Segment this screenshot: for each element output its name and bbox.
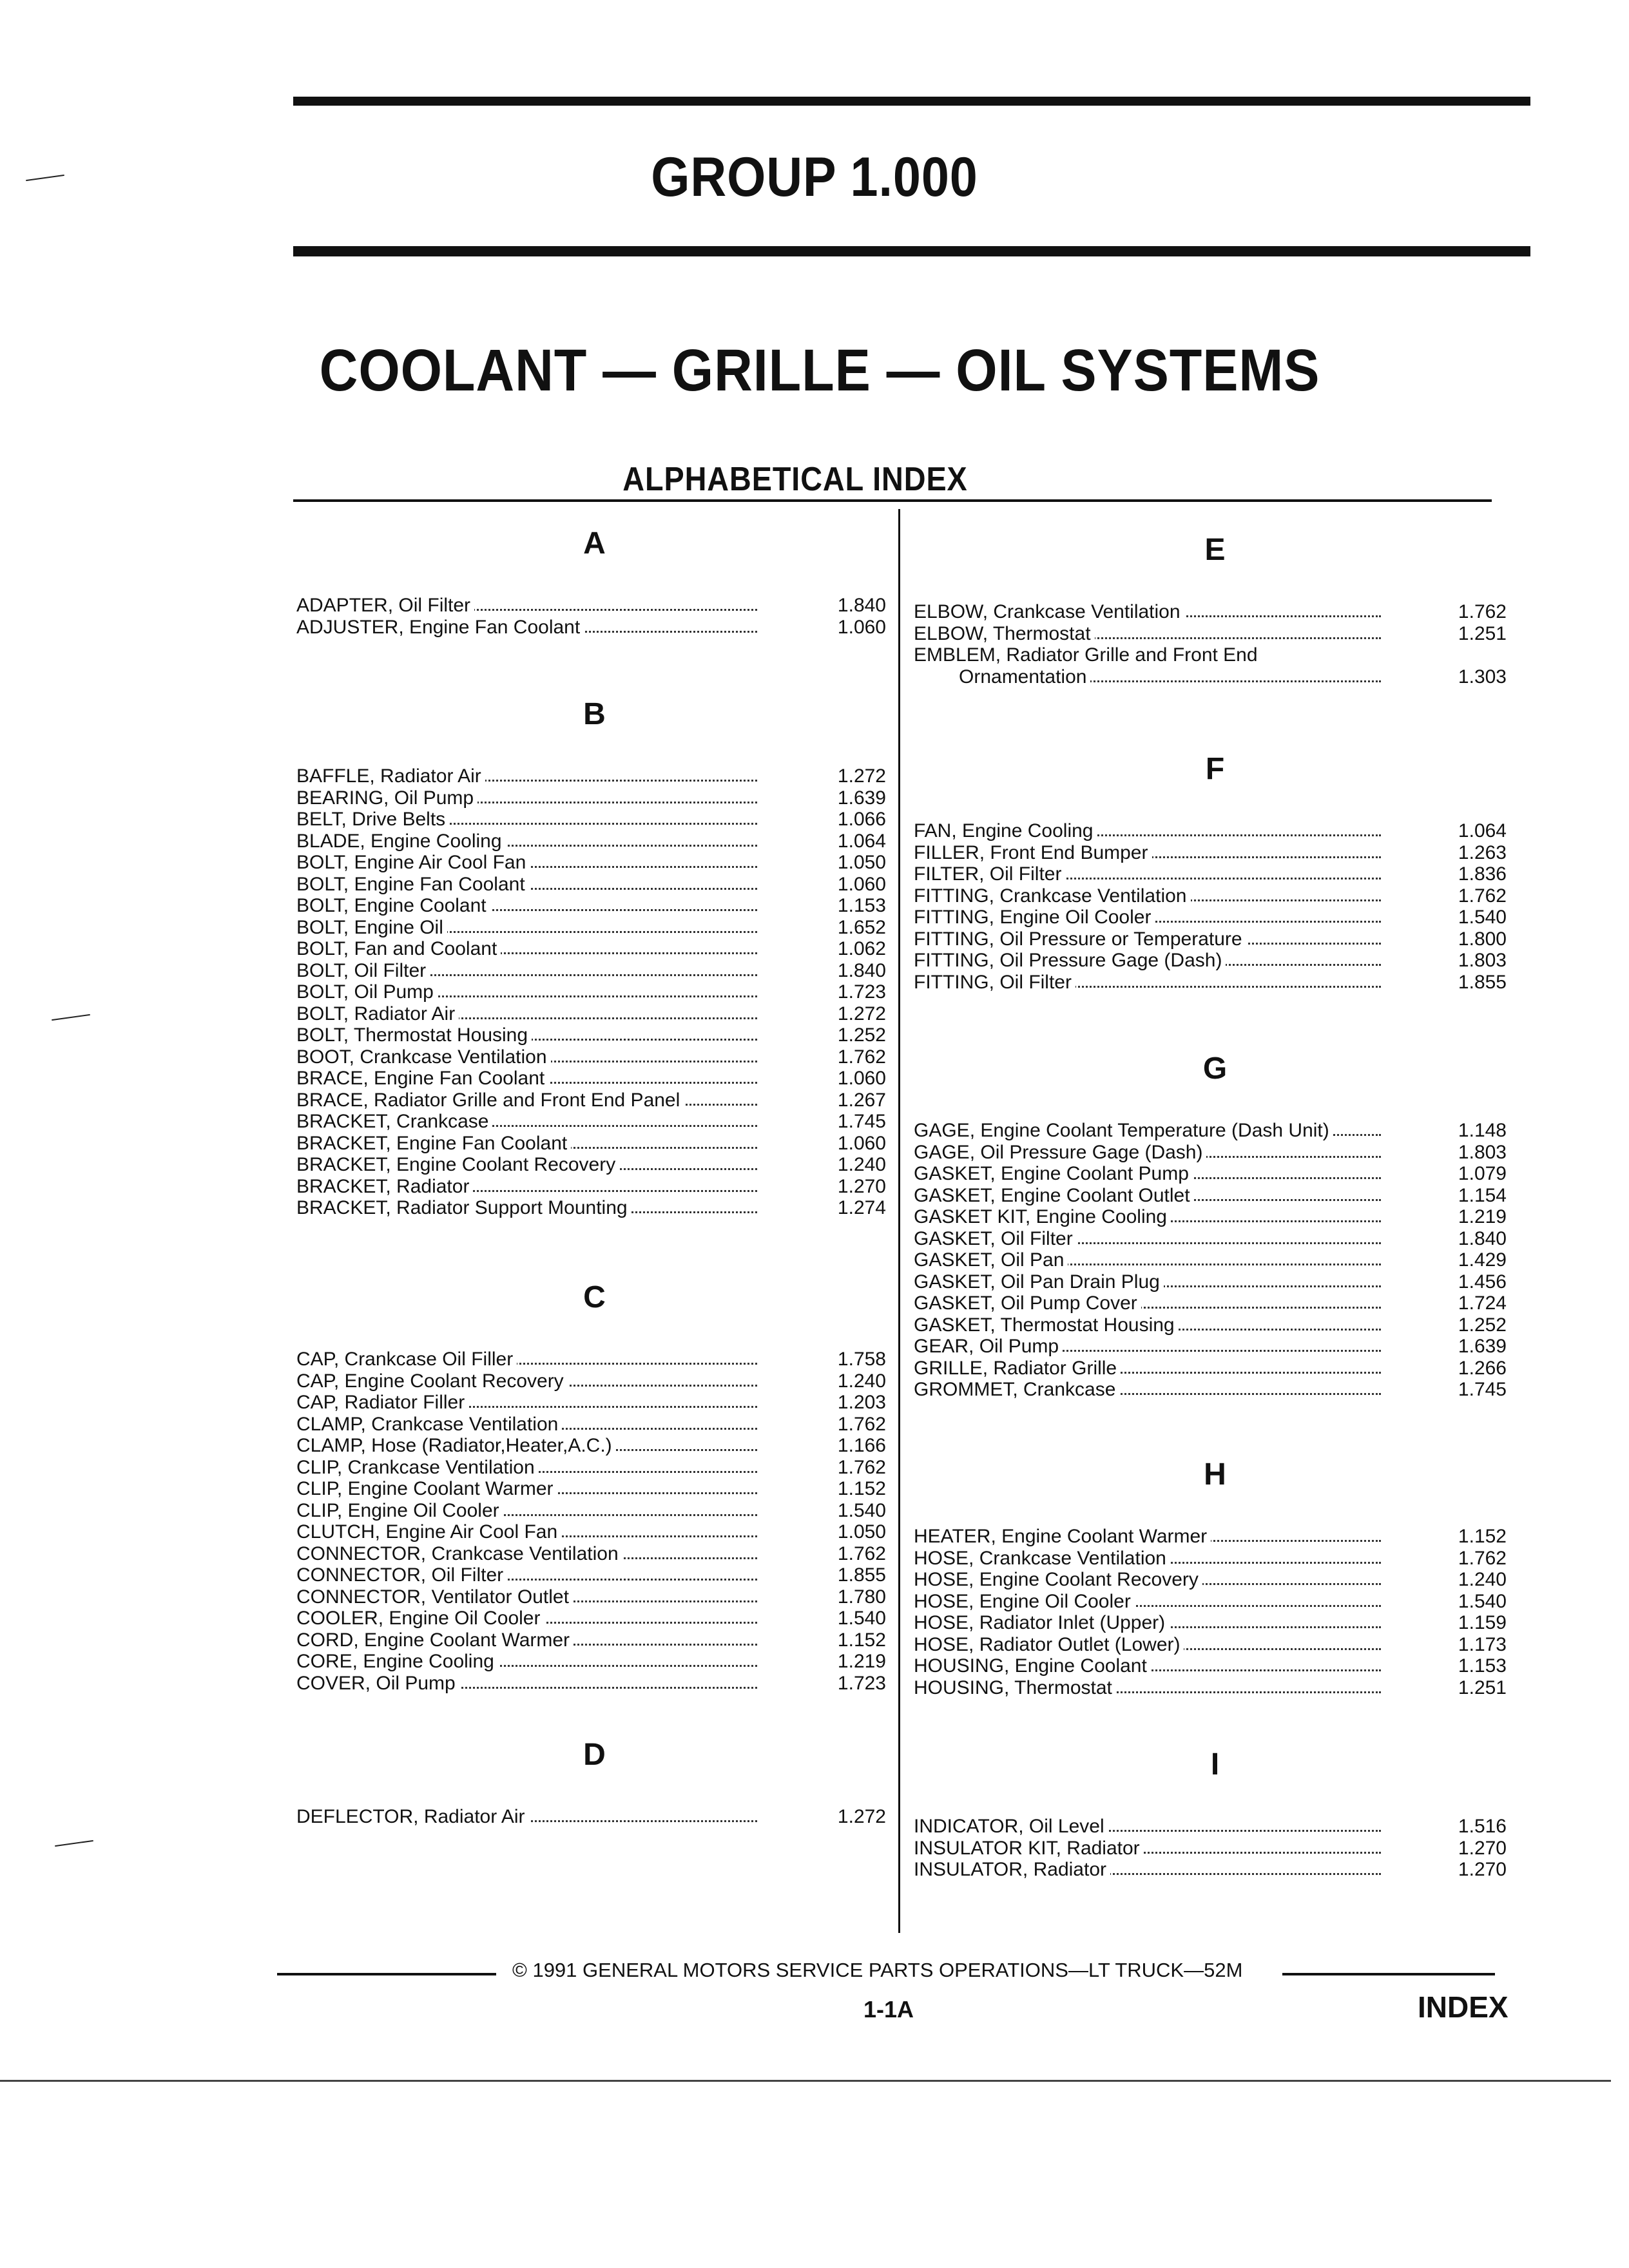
- entry-label: CONNECTOR, Crankcase Ventilation: [296, 1543, 622, 1565]
- index-entry: [296, 938, 892, 960]
- index-entry: [296, 1435, 892, 1457]
- entry-page-ref: 1.836: [1458, 863, 1507, 885]
- entry-label: BEARING, Oil Pump: [296, 787, 477, 809]
- index-entry: [914, 1120, 1516, 1142]
- index-entry: [296, 1197, 892, 1219]
- index-entry: [914, 1655, 1516, 1677]
- entry-label: GASKET, Oil Filter: [914, 1228, 1077, 1250]
- entry-page-ref: 1.762: [1458, 1547, 1507, 1569]
- entry-page-ref: 1.270: [837, 1175, 886, 1197]
- entry-page-ref: 1.240: [1458, 1569, 1507, 1590]
- entry-label: BLADE, Engine Cooling: [296, 831, 506, 852]
- entry-label: FITTING, Oil Filter: [914, 972, 1075, 994]
- bottom-scan-line: [0, 2080, 1611, 2082]
- index-entry-list: [914, 1526, 1516, 1698]
- index-label: INDEX: [1418, 1990, 1509, 2024]
- index-entry: [914, 1314, 1516, 1336]
- index-title: ALPHABETICAL INDEX: [622, 461, 968, 498]
- entry-page-ref: 1.840: [1458, 1227, 1507, 1249]
- index-entry: [296, 1521, 892, 1543]
- entry-label: GAGE, Oil Pressure Gage (Dash): [914, 1142, 1206, 1164]
- entry-page-ref: 1.762: [837, 1413, 886, 1435]
- entry-page-ref: 1.148: [1458, 1120, 1507, 1141]
- index-entry: [914, 644, 1516, 666]
- entry-page-ref: 1.173: [1458, 1633, 1507, 1655]
- entry-label: COOLER, Engine Oil Cooler: [296, 1608, 545, 1629]
- footer-rule-left: [277, 1973, 496, 1975]
- entry-label: Ornamentation: [914, 666, 1090, 688]
- entry-label: ADJUSTER, Engine Fan Coolant: [296, 617, 584, 639]
- entry-page-ref: 1.240: [837, 1154, 886, 1175]
- index-entry: [296, 1806, 892, 1828]
- entry-label: FITTING, Crankcase Ventilation: [914, 885, 1191, 907]
- index-entry: [296, 617, 892, 639]
- index-entry: [914, 1249, 1516, 1271]
- entry-page-ref: 1.060: [837, 873, 886, 895]
- entry-label: CLIP, Crankcase Ventilation: [296, 1457, 539, 1479]
- entry-label: CLIP, Engine Oil Cooler: [296, 1500, 503, 1522]
- index-entry: [296, 895, 892, 917]
- entry-label: EMBLEM, Radiator Grille and Front End: [914, 644, 1262, 666]
- index-entry: [296, 981, 892, 1003]
- entry-page-ref: 1.270: [1458, 1859, 1507, 1880]
- index-entry-list: [296, 765, 892, 1219]
- entry-page-ref: 1.540: [1458, 907, 1507, 928]
- entry-label: GASKET, Oil Pan: [914, 1249, 1068, 1271]
- entry-label: BRACKET, Radiator Support Mounting: [296, 1197, 631, 1219]
- index-entry: [914, 1206, 1516, 1228]
- index-section-b: [296, 699, 892, 1219]
- entry-label: BELT, Drive Belts: [296, 809, 449, 831]
- entry-page-ref: 1.266: [1458, 1357, 1507, 1379]
- entry-page-ref: 1.062: [837, 938, 886, 959]
- entry-page-ref: 1.064: [1458, 820, 1507, 841]
- entry-label: BRACKET, Engine Fan Coolant: [296, 1133, 571, 1155]
- entry-label: GASKET, Engine Coolant Outlet: [914, 1185, 1194, 1207]
- index-entry-list: [296, 595, 892, 638]
- index-entry: [296, 1176, 892, 1198]
- entry-label: BRACE, Radiator Grille and Front End Panel: [296, 1090, 684, 1111]
- entry-page-ref: 1.652: [837, 916, 886, 938]
- entry-label: FITTING, Oil Pressure or Temperature: [914, 928, 1246, 950]
- group-underline-rule: [293, 246, 1530, 256]
- entry-page-ref: 1.723: [837, 1672, 886, 1694]
- index-entry: [914, 1591, 1516, 1613]
- index-section-e: [914, 535, 1516, 687]
- page-number: 1-1A: [863, 1996, 914, 2023]
- index-entry: [914, 1228, 1516, 1250]
- index-entry: [914, 1569, 1516, 1591]
- section-letter: A: [583, 526, 606, 561]
- entry-label: HOUSING, Engine Coolant: [914, 1655, 1151, 1677]
- index-entry-list: [296, 1349, 892, 1694]
- entry-label: FILTER, Oil Filter: [914, 863, 1065, 885]
- index-entry: [296, 1500, 892, 1522]
- entry-page-ref: 1.745: [1458, 1379, 1507, 1400]
- index-entry: [296, 1154, 892, 1176]
- entry-page-ref: 1.274: [837, 1197, 886, 1218]
- entry-label: FITTING, Engine Oil Cooler: [914, 907, 1155, 928]
- index-entry: [296, 1392, 892, 1414]
- index-entry: [914, 972, 1516, 994]
- index-entry: [296, 831, 892, 852]
- entry-label: INSULATOR, Radiator: [914, 1859, 1110, 1881]
- entry-page-ref: 1.272: [837, 1003, 886, 1024]
- entry-label: CORD, Engine Coolant Warmer: [296, 1629, 574, 1651]
- entry-label: INDICATOR, Oil Level: [914, 1816, 1108, 1838]
- entry-page-ref: 1.803: [1458, 1141, 1507, 1163]
- index-entry: [296, 1673, 892, 1695]
- copyright-notice: © 1991 GENERAL MOTORS SERVICE PARTS OPERATIONS—LT TRUCK—52M: [512, 1959, 1243, 1981]
- section-letter: C: [583, 1280, 606, 1314]
- index-entry: [296, 1024, 892, 1046]
- entry-page-ref: 1.639: [837, 787, 886, 809]
- entry-page-ref: 1.251: [1458, 622, 1507, 644]
- entry-label: BOLT, Fan and Coolant: [296, 938, 501, 960]
- entry-page-ref: 1.263: [1458, 841, 1507, 863]
- entry-label: BRACE, Engine Fan Coolant: [296, 1068, 548, 1090]
- index-entry-list: [914, 601, 1516, 687]
- section-letter: B: [583, 697, 606, 731]
- index-entry: [914, 1634, 1516, 1656]
- entry-label: BRACKET, Engine Coolant Recovery: [296, 1154, 619, 1176]
- entry-page-ref: 1.516: [1458, 1816, 1507, 1837]
- index-entry: [914, 1677, 1516, 1699]
- index-entry: [296, 787, 892, 809]
- index-entry: [914, 1336, 1516, 1358]
- index-entry: [914, 601, 1516, 623]
- entry-page-ref: 1.762: [837, 1046, 886, 1068]
- entry-page-ref: 1.840: [837, 959, 886, 981]
- index-entry: [914, 1142, 1516, 1164]
- index-entry: [296, 809, 892, 831]
- section-letter: H: [1204, 1457, 1226, 1492]
- entry-page-ref: 1.153: [837, 895, 886, 916]
- index-entry: [296, 1543, 892, 1565]
- entry-page-ref: 1.152: [837, 1629, 886, 1651]
- index-entry-list: [296, 1806, 892, 1828]
- edge-mark: [26, 175, 64, 181]
- entry-label: BOLT, Engine Fan Coolant: [296, 874, 529, 896]
- entry-label: GASKET, Thermostat Housing: [914, 1314, 1179, 1336]
- index-entry: [296, 1003, 892, 1025]
- entry-label: BRACKET, Crankcase: [296, 1111, 492, 1133]
- entry-label: CAP, Radiator Filler: [296, 1392, 468, 1414]
- entry-label: HOSE, Engine Coolant Recovery: [914, 1569, 1202, 1591]
- entry-page-ref: 1.840: [837, 595, 886, 616]
- index-section-f: [914, 754, 1516, 993]
- entry-page-ref: 1.166: [837, 1435, 886, 1456]
- entry-page-ref: 1.079: [1458, 1163, 1507, 1184]
- entry-label: ADAPTER, Oil Filter: [296, 595, 474, 617]
- index-entry: [914, 1859, 1516, 1881]
- entry-label: GROMMET, Crankcase: [914, 1379, 1119, 1401]
- entry-label: BOLT, Engine Coolant: [296, 895, 490, 917]
- index-entry: [914, 1548, 1516, 1570]
- entry-page-ref: 1.272: [837, 765, 886, 787]
- entry-page-ref: 1.780: [837, 1586, 886, 1608]
- index-entry: [914, 1816, 1516, 1838]
- index-section-g: [914, 1053, 1516, 1401]
- index-entry: [914, 928, 1516, 950]
- section-letter: D: [583, 1738, 606, 1772]
- index-entry: [296, 1090, 892, 1111]
- top-rule: [293, 97, 1530, 106]
- entry-page-ref: 1.050: [837, 852, 886, 873]
- entry-page-ref: 1.800: [1458, 928, 1507, 950]
- index-entry: [296, 1457, 892, 1479]
- footer-rule-right: [1282, 1973, 1495, 1975]
- entry-page-ref: 1.267: [837, 1089, 886, 1111]
- index-entry: [296, 1564, 892, 1586]
- index-entry: [914, 1293, 1516, 1314]
- entry-page-ref: 1.064: [837, 830, 886, 852]
- entry-label: CONNECTOR, Ventilator Outlet: [296, 1586, 573, 1608]
- entry-label: BOLT, Oil Pump: [296, 981, 438, 1003]
- index-entry: [296, 1133, 892, 1155]
- index-entry: [296, 1651, 892, 1673]
- index-entry: [914, 863, 1516, 885]
- entry-page-ref: 1.855: [837, 1564, 886, 1586]
- entry-label: GASKET KIT, Engine Cooling: [914, 1206, 1171, 1228]
- index-entry: [296, 1111, 892, 1133]
- edge-mark: [55, 1840, 93, 1847]
- entry-label: GASKET, Engine Coolant Pump: [914, 1163, 1193, 1185]
- entry-page-ref: 1.154: [1458, 1184, 1507, 1206]
- entry-page-ref: 1.762: [1458, 601, 1507, 622]
- entry-label: HEATER, Engine Coolant Warmer: [914, 1526, 1211, 1548]
- entry-page-ref: 1.456: [1458, 1271, 1507, 1293]
- entry-label: HOSE, Engine Oil Cooler: [914, 1591, 1135, 1613]
- entry-label: CLUTCH, Engine Air Cool Fan: [296, 1521, 561, 1543]
- index-entry: [914, 666, 1516, 688]
- index-entry: [914, 1526, 1516, 1548]
- entry-label: CLIP, Engine Coolant Warmer: [296, 1478, 557, 1500]
- index-entry: [296, 1370, 892, 1392]
- index-entry: [296, 1414, 892, 1436]
- entry-label: BAFFLE, Radiator Air: [296, 765, 485, 787]
- index-entry: [914, 623, 1516, 645]
- index-entry: [914, 1271, 1516, 1293]
- column-divider: [898, 509, 900, 1933]
- entry-page-ref: 1.803: [1458, 950, 1507, 971]
- entry-page-ref: 1.724: [1458, 1293, 1507, 1314]
- entry-label: FILLER, Front End Bumper: [914, 842, 1152, 864]
- entry-label: BOOT, Crankcase Ventilation: [296, 1046, 551, 1068]
- entry-page-ref: 1.219: [1458, 1206, 1507, 1227]
- section-letter: F: [1205, 752, 1225, 786]
- entry-page-ref: 1.272: [837, 1806, 886, 1827]
- index-entry: [914, 907, 1516, 928]
- entry-label: GAGE, Engine Coolant Temperature (Dash Unit): [914, 1120, 1333, 1142]
- index-entry: [296, 1478, 892, 1500]
- entry-label: GASKET, Oil Pan Drain Plug: [914, 1271, 1164, 1293]
- entry-label: BOLT, Engine Oil: [296, 917, 447, 939]
- entry-label: ELBOW, Crankcase Ventilation: [914, 601, 1184, 623]
- entry-label: CAP, Engine Coolant Recovery: [296, 1370, 568, 1392]
- entry-page-ref: 1.203: [837, 1392, 886, 1413]
- index-entry: [296, 874, 892, 896]
- entry-label: CLAMP, Crankcase Ventilation: [296, 1414, 562, 1436]
- index-entry-list: [914, 1120, 1516, 1401]
- index-entry: [296, 1068, 892, 1090]
- section-letter: I: [1210, 1747, 1220, 1782]
- entry-page-ref: 1.540: [1458, 1590, 1507, 1612]
- index-entry: [914, 950, 1516, 972]
- entry-page-ref: 1.855: [1458, 971, 1507, 993]
- entry-label: BRACKET, Radiator: [296, 1176, 473, 1198]
- entry-label: DEFLECTOR, Radiator Air: [296, 1806, 529, 1828]
- entry-page-ref: 1.060: [837, 1068, 886, 1089]
- index-entry: [296, 1608, 892, 1629]
- index-section-h: [914, 1459, 1516, 1698]
- entry-page-ref: 1.251: [1458, 1677, 1507, 1698]
- index-entry: [296, 1046, 892, 1068]
- entry-page-ref: 1.240: [837, 1370, 886, 1392]
- index-rule: [293, 499, 1492, 502]
- index-entry: [914, 885, 1516, 907]
- entry-label: CONNECTOR, Oil Filter: [296, 1564, 507, 1586]
- entry-label: FITTING, Oil Pressure Gage (Dash): [914, 950, 1226, 972]
- entry-label: HOSE, Radiator Outlet (Lower): [914, 1634, 1184, 1656]
- index-entry: [914, 1612, 1516, 1634]
- entry-page-ref: 1.152: [837, 1478, 886, 1499]
- index-entry: [914, 1163, 1516, 1185]
- entry-label: GEAR, Oil Pump: [914, 1336, 1063, 1358]
- entry-page-ref: 1.745: [837, 1111, 886, 1132]
- entry-page-ref: 1.152: [1458, 1526, 1507, 1547]
- entry-page-ref: 1.429: [1458, 1249, 1507, 1271]
- entry-label: FAN, Engine Cooling: [914, 820, 1097, 842]
- entry-label: BOLT, Thermostat Housing: [296, 1024, 532, 1046]
- entry-label: BOLT, Engine Air Cool Fan: [296, 852, 530, 874]
- entry-page-ref: 1.050: [837, 1521, 886, 1542]
- index-entry-list: [914, 820, 1516, 993]
- index-entry: [914, 1185, 1516, 1207]
- index-entry: [914, 842, 1516, 864]
- entry-label: GASKET, Oil Pump Cover: [914, 1293, 1141, 1314]
- entry-label: CLAMP, Hose (Radiator,Heater,A.C.): [296, 1435, 616, 1457]
- entry-label: BOLT, Oil Filter: [296, 960, 430, 982]
- index-section-c: [296, 1282, 892, 1694]
- entry-page-ref: 1.540: [837, 1499, 886, 1521]
- entry-page-ref: 1.252: [1458, 1314, 1507, 1336]
- entry-page-ref: 1.270: [1458, 1837, 1507, 1859]
- entry-page-ref: 1.762: [837, 1542, 886, 1564]
- entry-label: CAP, Crankcase Oil Filler: [296, 1349, 517, 1370]
- entry-label: INSULATOR KIT, Radiator: [914, 1838, 1144, 1860]
- section-title: COOLANT — GRILLE — OIL SYSTEMS: [319, 338, 1320, 403]
- index-entry: [296, 917, 892, 939]
- entry-page-ref: 1.762: [1458, 885, 1507, 907]
- entry-label: HOUSING, Thermostat: [914, 1677, 1116, 1699]
- section-letter: G: [1202, 1052, 1228, 1086]
- index-section-i: [914, 1749, 1516, 1881]
- edge-mark: [52, 1014, 90, 1021]
- index-entry: [296, 1629, 892, 1651]
- index-entry: [914, 1358, 1516, 1379]
- index-entry: [914, 820, 1516, 842]
- entry-page-ref: 1.219: [837, 1651, 886, 1672]
- entry-page-ref: 1.060: [837, 1132, 886, 1154]
- entry-label: BOLT, Radiator Air: [296, 1003, 459, 1025]
- index-entry-list: [914, 1816, 1516, 1881]
- entry-page-ref: 1.060: [837, 616, 886, 638]
- index-entry: [914, 1379, 1516, 1401]
- group-title: GROUP 1.000: [651, 146, 978, 208]
- entry-page-ref: 1.159: [1458, 1612, 1507, 1633]
- index-entry: [914, 1838, 1516, 1860]
- index-entry: [296, 1349, 892, 1370]
- index-entry: [296, 765, 892, 787]
- entry-page-ref: 1.758: [837, 1349, 886, 1370]
- index-section-d: [296, 1740, 892, 1828]
- index-entry: [296, 595, 892, 617]
- entry-label: HOSE, Crankcase Ventilation: [914, 1548, 1170, 1570]
- entry-page-ref: 1.723: [837, 981, 886, 1003]
- entry-page-ref: 1.540: [837, 1608, 886, 1629]
- entry-page-ref: 1.066: [837, 809, 886, 830]
- entry-label: GRILLE, Radiator Grille: [914, 1358, 1121, 1379]
- entry-page-ref: 1.762: [837, 1456, 886, 1478]
- section-letter: E: [1204, 533, 1226, 567]
- index-section-a: [296, 528, 892, 638]
- entry-label: HOSE, Radiator Inlet (Upper): [914, 1612, 1169, 1634]
- index-entry: [296, 1586, 892, 1608]
- entry-label: CORE, Engine Cooling: [296, 1651, 498, 1673]
- index-entry: [296, 852, 892, 874]
- entry-label: COVER, Oil Pump: [296, 1673, 459, 1695]
- entry-page-ref: 1.639: [1458, 1336, 1507, 1357]
- entry-page-ref: 1.303: [1458, 666, 1507, 687]
- index-entry: [296, 960, 892, 982]
- entry-page-ref: 1.153: [1458, 1655, 1507, 1677]
- entry-label: ELBOW, Thermostat: [914, 623, 1095, 645]
- entry-page-ref: 1.252: [837, 1024, 886, 1046]
